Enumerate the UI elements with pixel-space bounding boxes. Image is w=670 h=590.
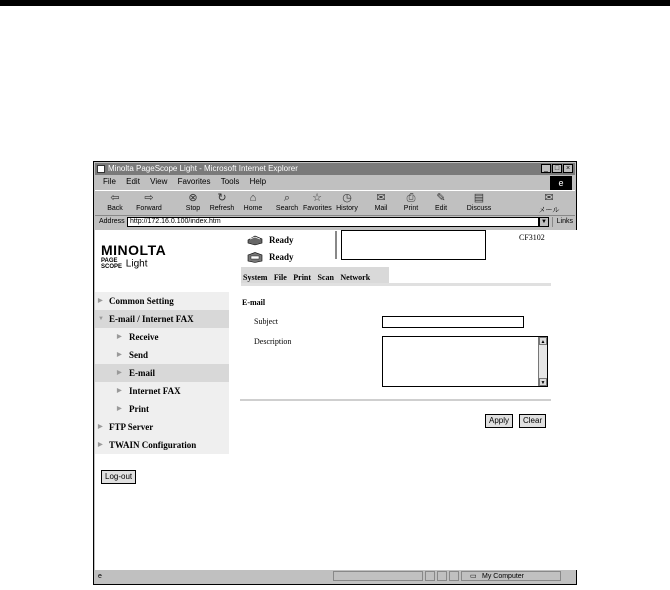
chevron-right-icon: ▶ xyxy=(117,352,122,358)
zone-label: My Computer xyxy=(482,573,525,580)
chevron-right-icon: ▶ xyxy=(98,442,103,448)
menu-bar xyxy=(95,176,575,188)
nav-item-email[interactable]: ▶ E-mail xyxy=(95,364,229,382)
device-status xyxy=(243,232,294,266)
status-divider xyxy=(335,231,337,259)
window-title: Minolta PageScope Light - Microsoft Internet Explorer xyxy=(108,164,298,173)
nav-item-print[interactable]: ▶ Print xyxy=(95,400,229,418)
chevron-right-icon: ▶ xyxy=(117,406,122,412)
menu-favorites[interactable]: Favorites xyxy=(177,177,211,186)
close-button[interactable]: × xyxy=(563,164,573,173)
scanner-icon xyxy=(247,252,263,263)
menu-edit[interactable]: Edit xyxy=(126,177,140,186)
scanner-status: Ready xyxy=(243,249,294,266)
subject-label: Subject xyxy=(254,317,278,326)
print-button[interactable]: ⎙ Print xyxy=(397,192,425,212)
home-icon: ⌂ xyxy=(249,192,257,204)
back-button[interactable]: ⇦ Back xyxy=(101,192,129,212)
stop-icon: ⊗ xyxy=(188,192,198,204)
menu-file[interactable]: File xyxy=(103,177,116,186)
form-divider xyxy=(240,399,551,401)
description-label: Description xyxy=(254,337,292,346)
address-bar xyxy=(95,216,575,228)
message-panel xyxy=(341,230,486,260)
scroll-down-icon[interactable]: ▼ xyxy=(540,380,546,386)
refresh-icon: ↻ xyxy=(217,192,227,204)
apply-button[interactable]: Apply xyxy=(485,414,513,428)
nav-item-common-setting[interactable]: ▶ Common Setting xyxy=(95,292,229,310)
favorites-button[interactable]: ☆ Favorites xyxy=(303,192,332,212)
nav-item-email-internet-fax[interactable]: ▼ E-mail / Internet FAX xyxy=(95,310,229,328)
menu-tools[interactable]: Tools xyxy=(220,177,240,186)
minimize-button[interactable]: _ xyxy=(541,164,551,173)
page-top-rule xyxy=(0,0,670,6)
minolta-logo: MINOLTA xyxy=(101,242,167,258)
chevron-right-icon: ▶ xyxy=(117,388,122,394)
tab-file[interactable]: File xyxy=(273,273,287,282)
clear-button[interactable]: Clear xyxy=(519,414,546,428)
tab-system[interactable]: System xyxy=(243,273,268,282)
page-content xyxy=(95,230,577,570)
discuss-button[interactable]: ▤ Discuss xyxy=(466,192,492,212)
favorites-icon: ☆ xyxy=(312,192,322,204)
nav-item-twain-configuration[interactable]: ▶ TWAIN Configuration xyxy=(95,436,229,454)
discuss-icon: ▤ xyxy=(473,192,485,204)
edit-button[interactable]: ✎ Edit xyxy=(427,192,455,212)
chevron-right-icon: ▶ xyxy=(98,298,103,304)
status-bar xyxy=(95,569,575,583)
toolbar xyxy=(95,190,575,216)
search-button[interactable]: ⌕ Search xyxy=(273,192,301,212)
nav-item-send[interactable]: ▶ Send xyxy=(95,346,229,364)
mail-jp-icon: ✉ xyxy=(544,192,554,204)
description-textarea[interactable] xyxy=(382,336,548,387)
menu-view[interactable]: View xyxy=(150,177,168,186)
maximize-button[interactable]: □ xyxy=(552,164,562,173)
mail-button[interactable]: ✉ Mail xyxy=(367,192,395,212)
tab-bar xyxy=(241,267,551,286)
stop-button[interactable]: ⊗ Stop xyxy=(179,192,207,212)
section-title: E-mail xyxy=(242,298,266,307)
chevron-down-icon: ▼ xyxy=(98,316,104,322)
printer-status: Ready xyxy=(243,232,294,249)
browser-window xyxy=(93,161,577,585)
history-icon: ◷ xyxy=(342,192,352,204)
ie-app-icon xyxy=(97,165,105,173)
edit-icon: ✎ xyxy=(436,192,446,204)
address-label: Address xyxy=(99,218,125,225)
title-bar xyxy=(95,163,575,175)
mail-icon: ✉ xyxy=(376,192,386,204)
back-arrow-icon: ⇦ xyxy=(110,192,120,204)
forward-button[interactable]: ⇨ Forward xyxy=(136,192,162,212)
tab-print[interactable]: Print xyxy=(293,273,312,282)
ie-logo-icon: e xyxy=(550,176,572,190)
page-status-icon: e xyxy=(98,573,102,580)
address-dropdown-icon[interactable]: ▼ xyxy=(539,217,549,227)
home-button[interactable]: ⌂ Home xyxy=(239,192,267,212)
mail-jp-button[interactable]: ✉ メール xyxy=(535,192,563,215)
chevron-right-icon: ▶ xyxy=(117,370,122,376)
tab-network[interactable]: Network xyxy=(340,273,371,282)
sidebar-nav xyxy=(95,292,229,454)
model-name: CF3102 xyxy=(519,233,545,242)
forward-arrow-icon: ⇨ xyxy=(144,192,154,204)
subject-input[interactable] xyxy=(382,316,524,328)
description-scrollbar[interactable] xyxy=(538,337,547,386)
logout-button[interactable]: Log-out xyxy=(101,470,136,484)
nav-item-internet-fax[interactable]: ▶ Internet FAX xyxy=(95,382,229,400)
refresh-button[interactable]: ↻ Refresh xyxy=(209,192,235,212)
zone-computer-icon: ▭ xyxy=(470,573,477,580)
print-icon: ⎙ xyxy=(406,192,416,204)
address-input[interactable]: http://172.16.0.100/index.htm xyxy=(127,217,539,227)
chevron-right-icon: ▶ xyxy=(98,424,103,430)
pagescope-logo: PAGE SCOPE Light xyxy=(101,258,148,270)
scroll-up-icon[interactable]: ▲ xyxy=(540,339,546,345)
chevron-right-icon: ▶ xyxy=(117,334,122,340)
links-button[interactable]: Links xyxy=(552,217,573,227)
tab-scan[interactable]: Scan xyxy=(317,273,334,282)
printer-icon xyxy=(247,235,263,246)
search-icon: ⌕ xyxy=(283,192,291,204)
menu-help[interactable]: Help xyxy=(249,177,267,186)
nav-item-receive[interactable]: ▶ Receive xyxy=(95,328,229,346)
nav-item-ftp-server[interactable]: ▶ FTP Server xyxy=(95,418,229,436)
history-button[interactable]: ◷ History xyxy=(333,192,361,212)
